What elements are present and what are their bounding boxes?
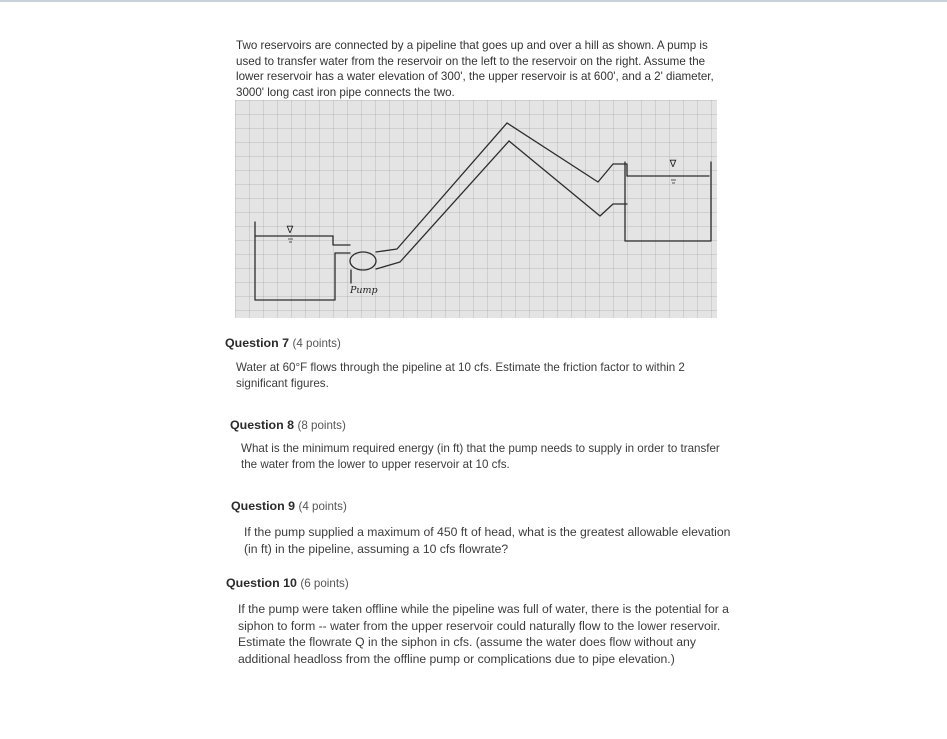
pipeline-sketch-figure: [235, 100, 717, 318]
water-level-ticks: [288, 180, 676, 242]
question-10-points: (6 points): [300, 577, 349, 590]
lower-water-symbol: ∇: [286, 225, 294, 236]
upper-water-symbol: ∇: [669, 159, 677, 170]
upper-reservoir-inlet-pipe-bottom: [509, 141, 627, 216]
question-7-body: Water at 60°F flows through the pipeline at 10 cfs. Estimate the friction factor to within 2 significant figures.: [236, 361, 685, 390]
pump-discharge-pipe-top: [376, 123, 507, 252]
pump-label: Pump: [350, 285, 378, 296]
pipeline-sketch: [235, 100, 717, 318]
question-8-heading: [230, 418, 346, 432]
upper-reservoir-inlet-pipe-top: [507, 123, 627, 182]
question-7-heading: [225, 336, 341, 350]
question-9-title: Question 9: [231, 499, 296, 513]
problem-statement: Two reservoirs are connected by a pipeline that goes up and over a hill as shown. A pump is used to transfer water from the reservoir on the left to the reservoir on the right. Assume the lower reservoir has a water elevation of 300', the upper reservoir is at 600', and a 2' diameter, 3000' long cast iron pipe connects the two.: [236, 39, 714, 99]
lower-reservoir: [255, 222, 350, 300]
question-9-body: If the pump supplied a maximum of 450 ft of head, what is the greatest allowable elevation (in ft) in the pipeline, assuming a 10 cfs flowrate?: [244, 525, 731, 556]
question-10-title: Question 10: [226, 576, 297, 590]
question-8-body: What is the minimum required energy (in ft) that the pump needs to supply in order to transfer the water from the lower to upper reservoir at 10 cfs.: [241, 442, 720, 471]
question-8-title: Question 8: [230, 418, 295, 432]
lower-reservoir-outlet-pipe-top: [333, 236, 350, 245]
question-7-title: Question 7: [225, 336, 290, 350]
question-10-body: If the pump were taken offline while the pipeline was full of water, there is the potential for a siphon to form -- water from the upper reservoir could naturally flow to the lower reservoir. Estimate the flowrate Q in the siphon in cfs. (assume the water does flow without any additional headloss from the offline pump or complications due to pipe elevation.): [238, 602, 729, 666]
question-9-heading: [231, 499, 347, 513]
question-9-points: (4 points): [298, 500, 347, 513]
question-8-points: (8 points): [297, 419, 346, 432]
question-10-heading: [226, 576, 349, 590]
pump: [350, 252, 376, 270]
question-7-points: (4 points): [292, 337, 341, 350]
top-divider: [0, 0, 947, 2]
upper-reservoir: [625, 162, 711, 241]
